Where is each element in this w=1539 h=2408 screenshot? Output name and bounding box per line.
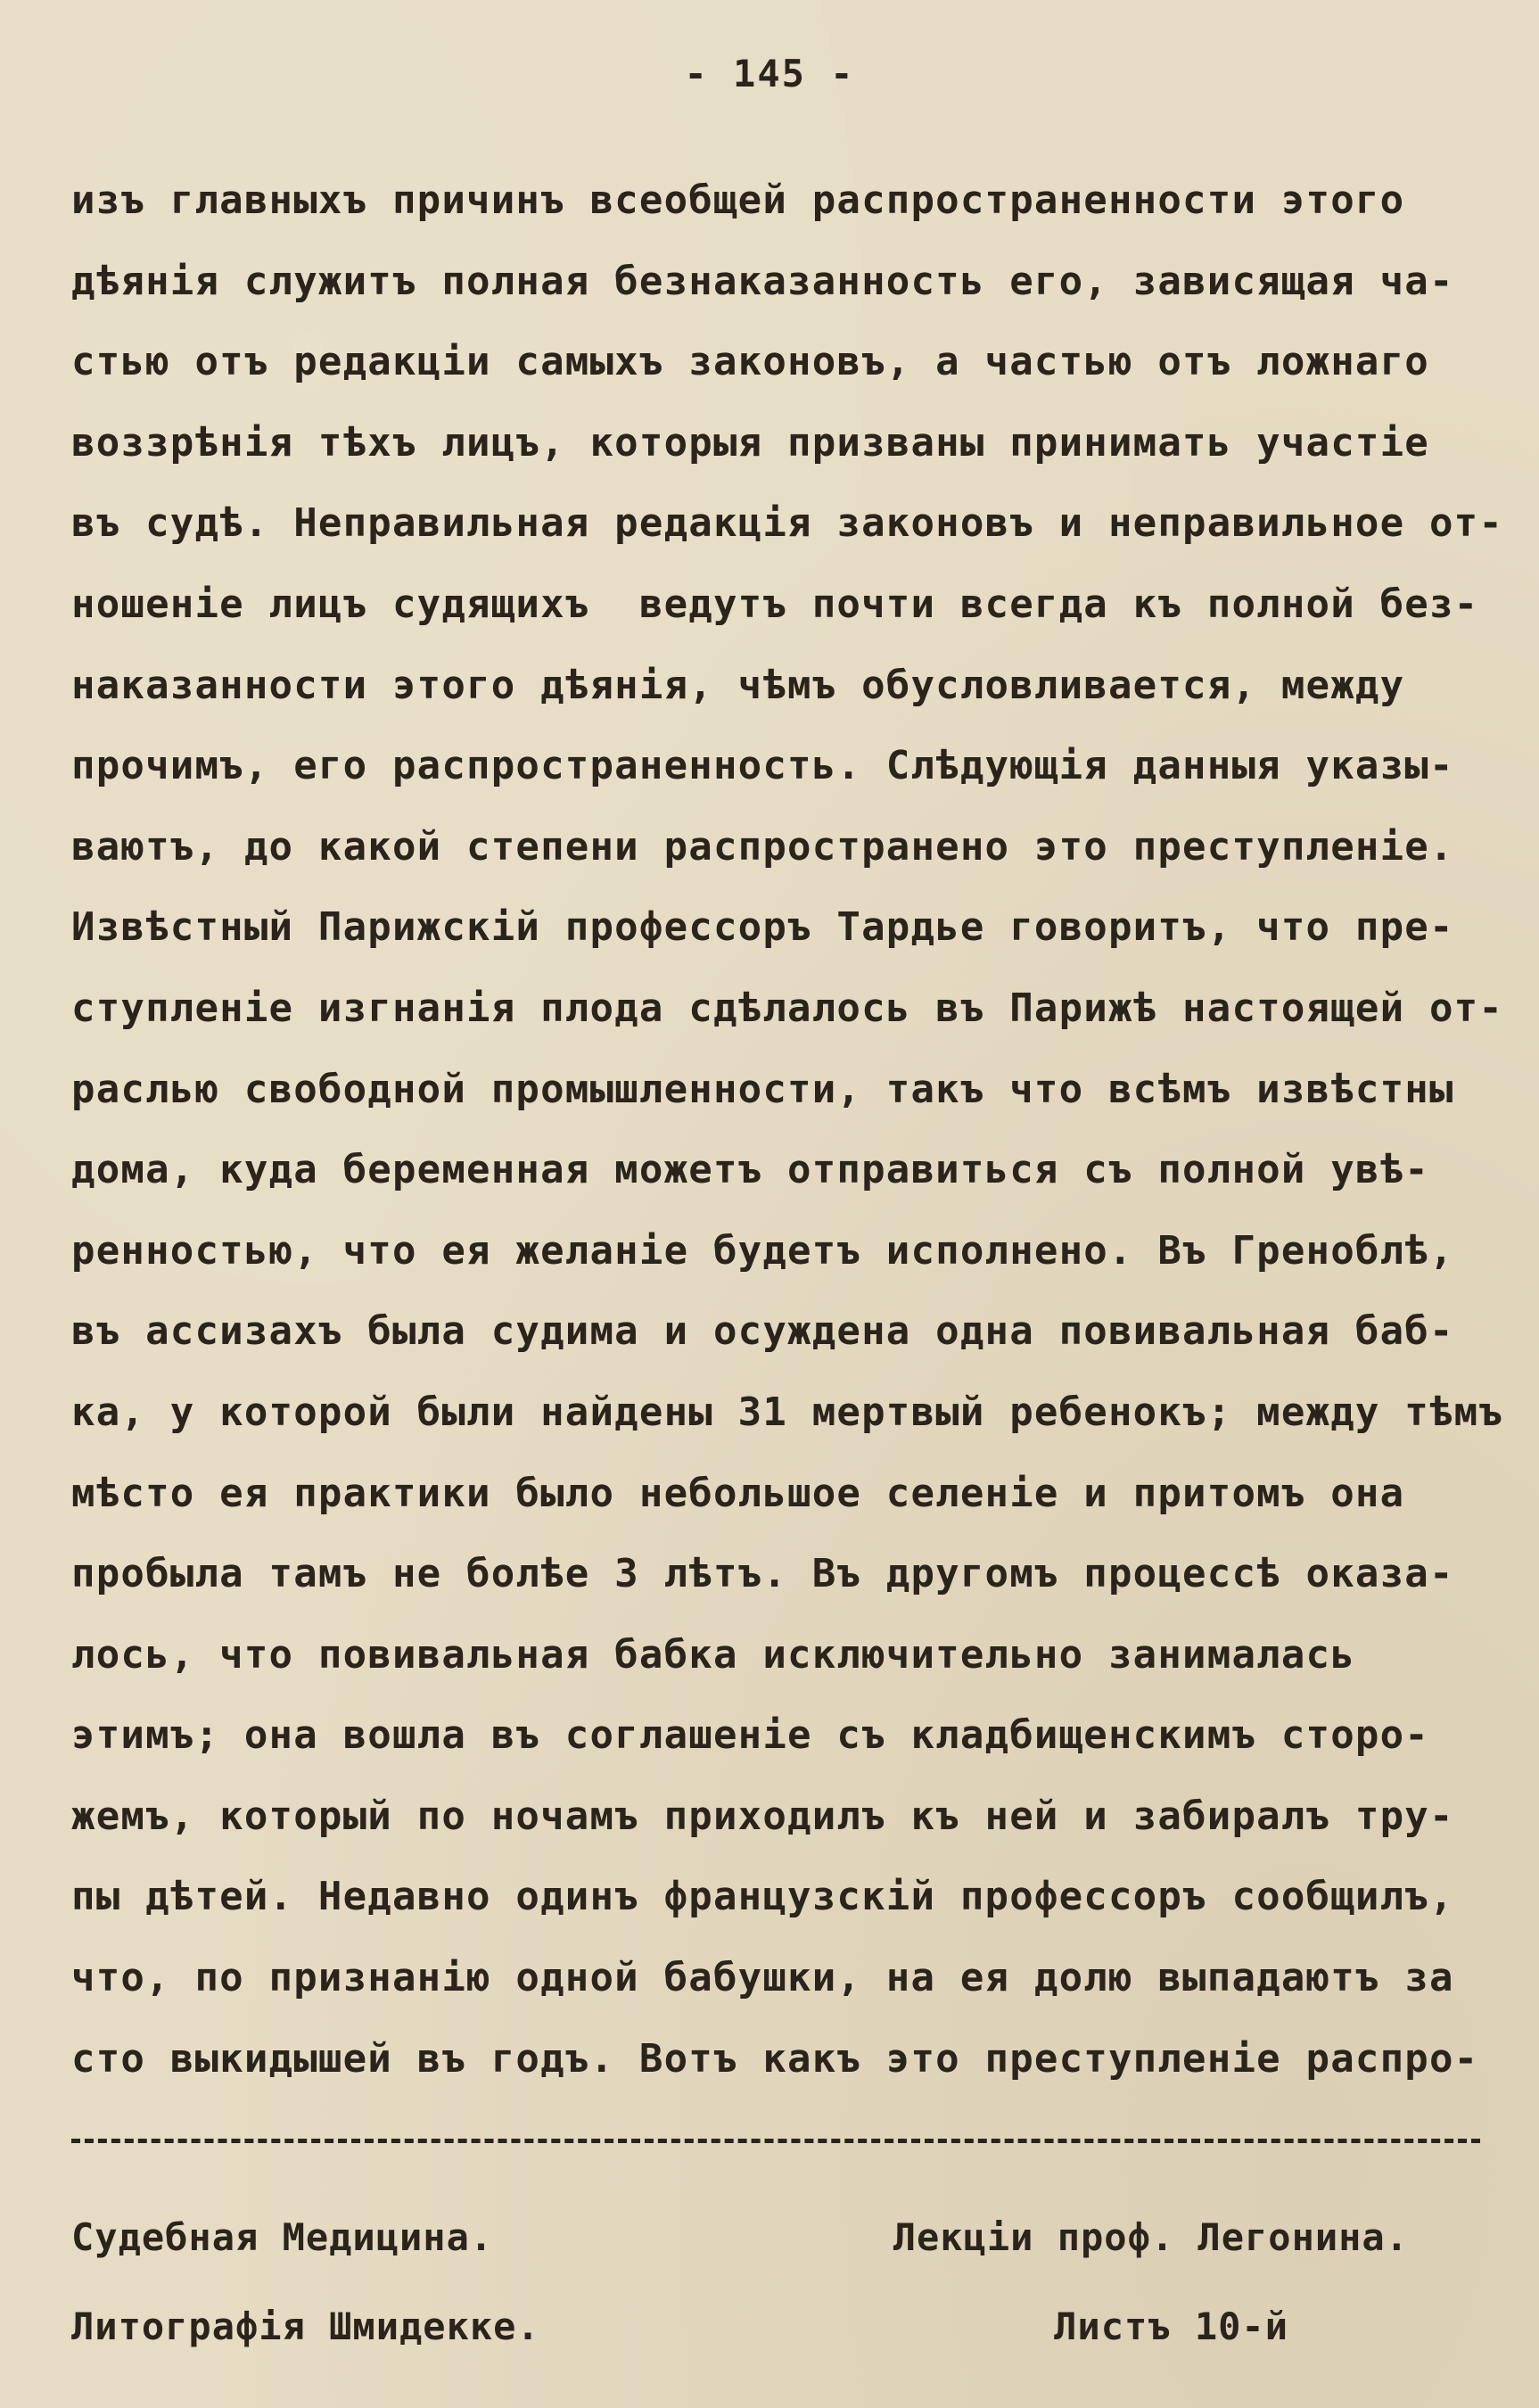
text-line: стью отъ редакціи самыхъ законовъ, а частью отъ ложнаго — [71, 339, 1429, 385]
text-line: Извѣстный Парижскій профессоръ Тардье говоритъ, что пре- — [71, 904, 1454, 951]
footer-divider — [71, 2139, 1480, 2143]
text-line: въ ассизахъ была судима и осуждена одна повивальная баб- — [71, 1308, 1454, 1355]
text-line: этимъ; она вошла въ соглашеніе съ кладбищенскимъ сторо- — [71, 1712, 1429, 1759]
footer-subject: Судебная Медицина. — [71, 2215, 494, 2259]
text-line: ренностью, что ея желаніе будетъ исполнено. Въ Греноблѣ, — [71, 1227, 1454, 1274]
footer-row-course — [71, 2215, 1409, 2269]
text-line: въ судѣ. Неправильная редакція законовъ и неправильное от- — [71, 500, 1504, 547]
text-line: что, по признанію одной бабушки, на ея долю выпадаютъ за — [71, 1955, 1454, 2001]
text-line: раслью свободной промышленности, такъ что всѣмъ извѣстны — [71, 1066, 1454, 1112]
text-line: ношеніе лицъ судящихъ ведутъ почти всегда къ полной без- — [71, 581, 1479, 627]
footer-lecturer: Лекціи проф. Легонина. — [893, 2215, 1409, 2259]
text-line: наказанности этого дѣянія, чѣмъ обусловливается, между — [71, 662, 1405, 708]
text-line: мѣсто ея практики было небольшое селеніе и притомъ она — [71, 1470, 1405, 1516]
text-line: жемъ, который по ночамъ приходилъ къ ней и забиралъ тру- — [71, 1793, 1454, 1839]
body-text — [71, 174, 1504, 2113]
text-line: изъ главныхъ причинъ всеобщей распространенности этого — [71, 177, 1405, 223]
text-line: пробыла тамъ не болѣе 3 лѣтъ. Въ другомъ процессѣ оказа- — [71, 1551, 1454, 1597]
footer-sheet-number: Листъ 10-й — [1054, 2305, 1288, 2348]
text-line: ступленіе изгнанія плода сдѣлалось въ Парижѣ настоящей от- — [71, 985, 1504, 1031]
text-line: ваютъ, до какой степени распространено это преступленіе. — [71, 823, 1454, 870]
text-line: лось, что повивальная бабка исключительно занималась — [71, 1631, 1355, 1678]
text-line: ка, у которой были найдены 31 мертвый ребенокъ; между тѣмъ — [71, 1389, 1504, 1435]
text-line: дома, куда беременная можетъ отправиться съ полной увѣ- — [71, 1147, 1429, 1193]
text-line: дѣянія служитъ полная безнаказанность его, зависящая ча- — [71, 258, 1454, 304]
text-line: воззрѣнія тѣхъ лицъ, которыя призваны принимать участіе — [71, 419, 1429, 466]
text-line: пы дѣтей. Недавно одинъ французскій профессоръ сообщилъ, — [71, 1874, 1454, 1920]
text-line: сто выкидышей въ годъ. Вотъ какъ это преступленіе распро- — [71, 2035, 1479, 2082]
footer-printer: Литографія Шмидекке. — [71, 2305, 540, 2348]
footer-row-print — [71, 2305, 1409, 2358]
page-number: - 145 - — [684, 52, 855, 95]
text-line: прочимъ, его распространенность. Слѣдующія данныя указы- — [71, 743, 1454, 789]
